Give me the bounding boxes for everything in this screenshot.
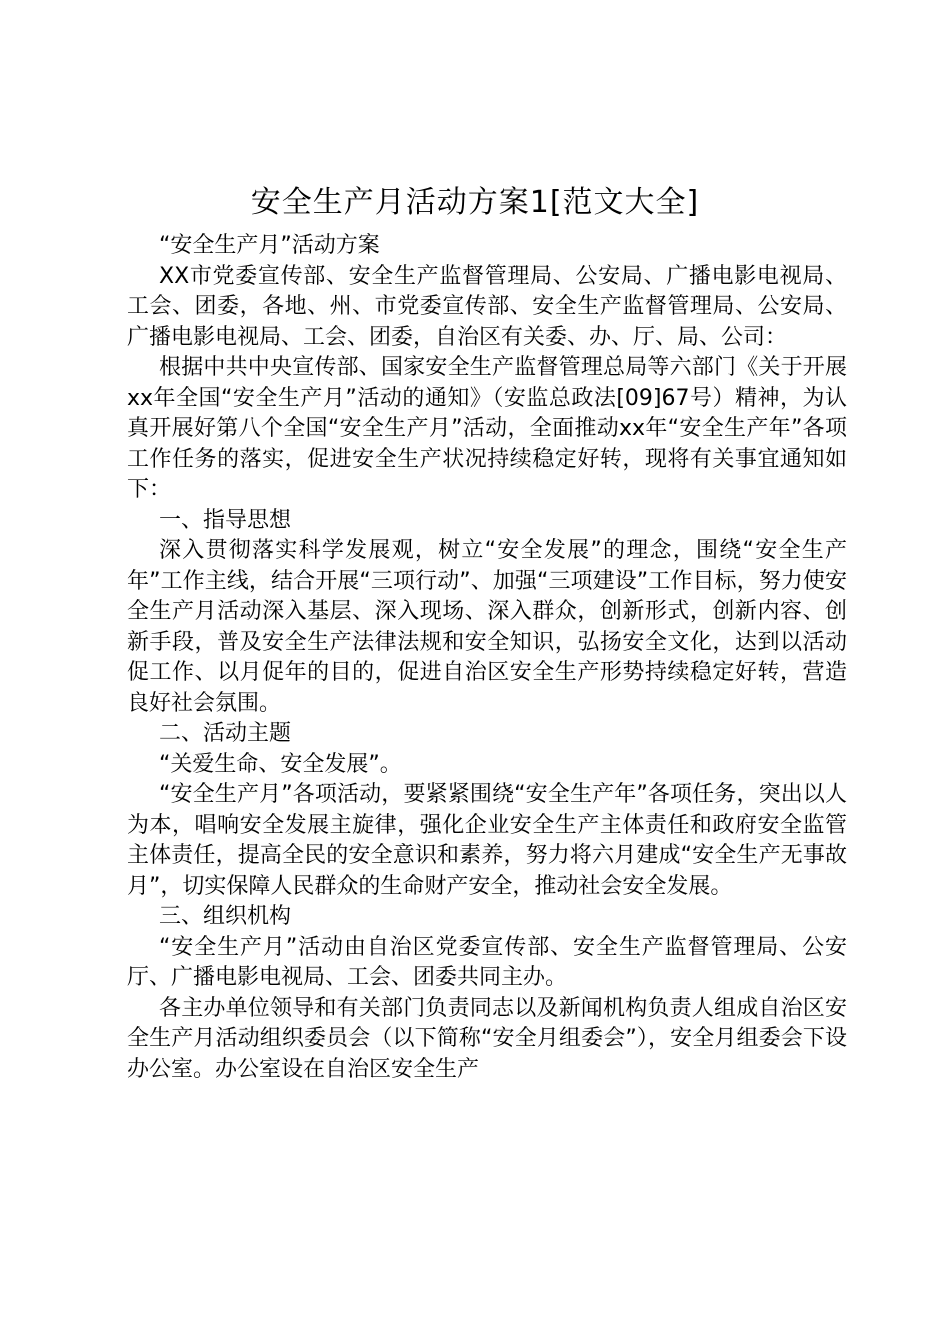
section-heading: 三、组织机构 xyxy=(159,904,292,929)
paragraph: 根据中共中央宣传部、国家安全生产监督管理总局等六部门《关于开展xx年全国“安全生产月”活动的通知》（安监总政法[09]67号）精神，为认真开展好第八个全国“安全生产月”活动，全面推动xx年“安全生产年”各项工作任务的落实，促进安全生产状况持续稳定好转，现将有关事宜通知如下： xyxy=(127,355,847,502)
document-title: 安全生产月活动方案1[范文大全] xyxy=(250,185,700,220)
document-body xyxy=(127,231,847,1085)
paragraph: XX市党委宣传部、安全生产监督管理局、公安局、广播电影电视局、工会、团委，各地、州、市党委宣传部、安全生产监督管理局、公安局、广播电影电视局、工会、团委，自治区有关委、办、厅、局、公司： xyxy=(127,263,847,350)
section-heading: 一、指导思想 xyxy=(159,507,292,533)
section-heading: 二、活动主题 xyxy=(159,721,292,746)
paragraph: 深入贯彻落实科学发展观，树立“安全发展”的理念，围绕“安全生产年”工作主线，结合开展“三项行动”、加强“三项建设”工作目标，努力使安全生产月活动深入基层、深入现场、深入群众，创新形式，创新内容、创新手段，普及安全生产法律法规和安全知识，弘扬安全文化，达到以活动促工作、以月促年的目的，促进自治区安全生产形势持续稳定好转，营造良好社会氛围。 xyxy=(127,538,847,716)
paragraph: “安全生产月”活动方案 xyxy=(159,233,380,258)
paragraph: “安全生产月”活动由自治区党委宣传部、安全生产监督管理局、公安厅、广播电影电视局、工会、团委共同主办。 xyxy=(127,934,847,990)
paragraph: “关爱生命、安全发展”。 xyxy=(159,751,402,777)
paragraph: “安全生产月”各项活动，要紧紧围绕“安全生产年”各项任务，突出以人为本，唱响安全发展主旋律，强化企业安全生产主体责任和政府安全监管主体责任，提高全民的安全意识和素养，努力将六月建成“安全生产无事故月”，切实保障人民群众的生命财产安全，推动社会安全发展。 xyxy=(127,782,847,899)
paragraph: 各主办单位领导和有关部门负责同志以及新闻机构负责人组成自治区安全生产月活动组织委员会（以下简称“安全月组委会”），安全月组委会下设办公室。办公室设在自治区安全生产 xyxy=(127,995,847,1082)
